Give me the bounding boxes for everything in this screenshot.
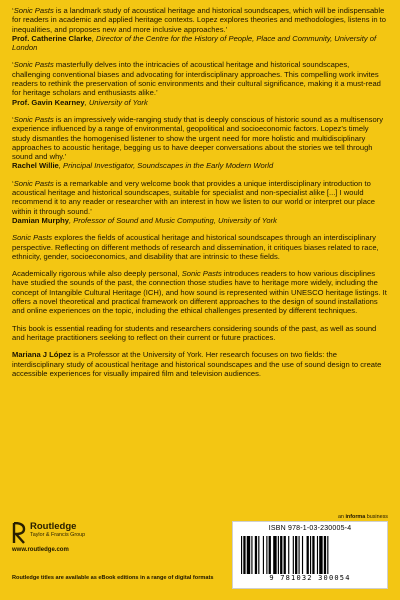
endorser-role: , Director of the Centre for the History of People, Place and Community, University of London <box>12 33 377 53</box>
publisher-logo <box>12 522 85 544</box>
endorsement-text: is an impressively wide-ranging study that is deeply conscious of historic sound as a multisensory experience influenced by a range of environmental, geopolitical and socioeconomic factors. Lopez’s timely study dismantles the homogenised listener to show the urgent need for more holistic and multidisciplinary approaches to acoustic heritage, begging us to have deeper conversations about the stories we tell through sound and why.’ <box>12 114 384 162</box>
barcode-box <box>232 521 388 589</box>
endorser-name: Rachel Willie <box>12 161 59 171</box>
endorsement-attribution <box>12 161 388 170</box>
book-title: Sonic Pasts <box>13 60 54 70</box>
endorsement-attribution <box>12 34 388 53</box>
endorsement-2: ‘Sonic Pasts masterfully delves into the intricacies of acoustical heritage and historical soundscapes, challenging conventional biases and advocating for interdisciplinary approaches. This compelling work invites readers to rethink the preservation of sonic environments and their cultural significance, making it a must-read for heritage scholars and enthusiasts alike.’ Prof. Gavin Kearney, University of York <box>12 60 388 106</box>
endorser-name: Damian Murphy <box>12 215 69 225</box>
book-title: Sonic Pasts <box>13 114 54 124</box>
endorser-name: Prof. Catherine Clarke <box>12 33 92 43</box>
endorsement-text: is a landmark study of acoustical heritage and historical soundscapes, which will be indispensable for readers in academic and applied heritage contexts. Lopez explores theories and methodologies, listens in to inequalities, and proposes new and more inclusive approaches.’ <box>12 6 387 34</box>
publisher-url[interactable]: www.routledge.com <box>12 547 69 553</box>
endorser-name: Prof. Gavin Kearney <box>12 97 85 107</box>
back-cover-text <box>12 6 388 386</box>
isbn-number: ISBN 978-1-03-230005-4 <box>268 525 352 532</box>
description-paragraph-1: Sonic Pasts explores the fields of acoustical heritage and historical soundscapes through an interdisciplinary perspective. Reflecting on different methods of research and dissemination, it critiques biases related to race, ethnicity, gender, socioeconomics, and disability that are intrinsic to these fields. <box>12 233 379 261</box>
author-bio: Mariana J López is a Professor at the University of York. Her research focuses on two fields: the interdisciplinary study of acoustical heritage and historical soundscapes and the use of sound design to create accessible experiences for visually impaired film and television audiences. <box>12 350 382 378</box>
endorsement-3: ‘Sonic Pasts is an impressively wide-ranging study that is deeply conscious of historic sound as a multisensory experience influenced by a range of environmental, geopolitical and socioeconomic factors. Lopez’s timely study dismantles the homogenised listener to show the urgent need for more holistic and multidisciplinary approaches to acoustic heritage, begging us to have deeper conversations about the stories we tell through sound and why.’ Rachel Willie, Principal Investigator, Soundscapes in the Early Modern World <box>12 115 388 171</box>
barcode-icon <box>241 536 379 574</box>
endorser-role: , Principal Investigator, Soundscapes in the Early Modern World <box>58 161 274 171</box>
endorsement-4: ‘Sonic Pasts is a remarkable and very welcome book that provides a unique interdisciplinary introduction to acoustical heritage and historical soundscapes, suitable for specialist and non-specialist alike [...] I would recommend it to any reader or researcher with an interest in how we listen to our world or interpret our place within it through sound.’ Damian Murphy, Professor of Sound and Music Computing, University of York <box>12 179 388 225</box>
book-title: Sonic Pasts <box>13 6 54 15</box>
publisher-group: Taylor & Francis Group <box>30 532 86 538</box>
endorsement-text: is a remarkable and very welcome book that provides a unique interdisciplinary introduction to acoustical heritage and historical soundscapes, suitable for specialist and non-specialist alike [...] I would recommend it to any reader or researcher with an interest in how we listen to our world or interpret our place within it through sound.’ <box>12 178 375 216</box>
description-paragraph-3: This book is essential reading for students and researchers considering sounds of the past, as well as sound and heritage practitioners seeking to reflect on their current or future practices. <box>12 323 377 342</box>
book-title: Sonic Pasts <box>13 178 54 188</box>
author-name: Mariana J López <box>12 350 72 360</box>
endorsement-attribution <box>12 216 388 225</box>
endorser-role: , University of York <box>84 97 148 107</box>
endorsement-attribution <box>12 98 388 107</box>
publisher-name: Routledge <box>30 521 77 532</box>
back-cover-footer <box>0 512 400 600</box>
endorsement-text: masterfully delves into the intricacies of acoustical heritage and historical soundscapes, challenging conventional biases and advocating for interdisciplinary approaches. This compelling work invites readers to rethink the preservation of sonic environments and their cultural significance, making it a must-read for heritage scholars and enthusiasts alike.’ <box>12 60 381 98</box>
endorser-role: , Professor of Sound and Music Computing, University of York <box>68 215 277 225</box>
ebook-note: Routledge titles are available as eBook editions in a range of digital formats <box>12 575 214 581</box>
informa-tagline: an informa business <box>337 514 388 520</box>
routledge-logo-icon <box>12 522 26 544</box>
book-title: Sonic Pasts <box>12 233 53 243</box>
description-paragraph-2: Academically rigorous while also deeply personal, Sonic Pasts introduces readers to how various disciplines have studied the sounds of the past, the connection those studies have to heritage more widely, including the concept of Intangible Cultural Heritage (ICH), and how sound is represented within UNESCO heritage listings. It offers a novel theoretical and practical framework on different approaches to the design of sound installations and online experiences on the topic, including the ethical challenges presented by different techniques. <box>12 269 387 316</box>
endorsement-1: ‘Sonic Pasts is a landmark study of acoustical heritage and historical soundscapes, which will be indispensable for readers in academic and applied heritage contexts. Lopez explores theories and methodologies, listens in to inequalities, and proposes new and more inclusive approaches.’ Prof. Catherine Clarke, Director of the Centre for the History of People, Place and Community, University of London <box>12 6 387 53</box>
book-title: Sonic Pasts <box>181 269 222 279</box>
barcode-digits: 9 781032 300054 <box>269 574 351 582</box>
